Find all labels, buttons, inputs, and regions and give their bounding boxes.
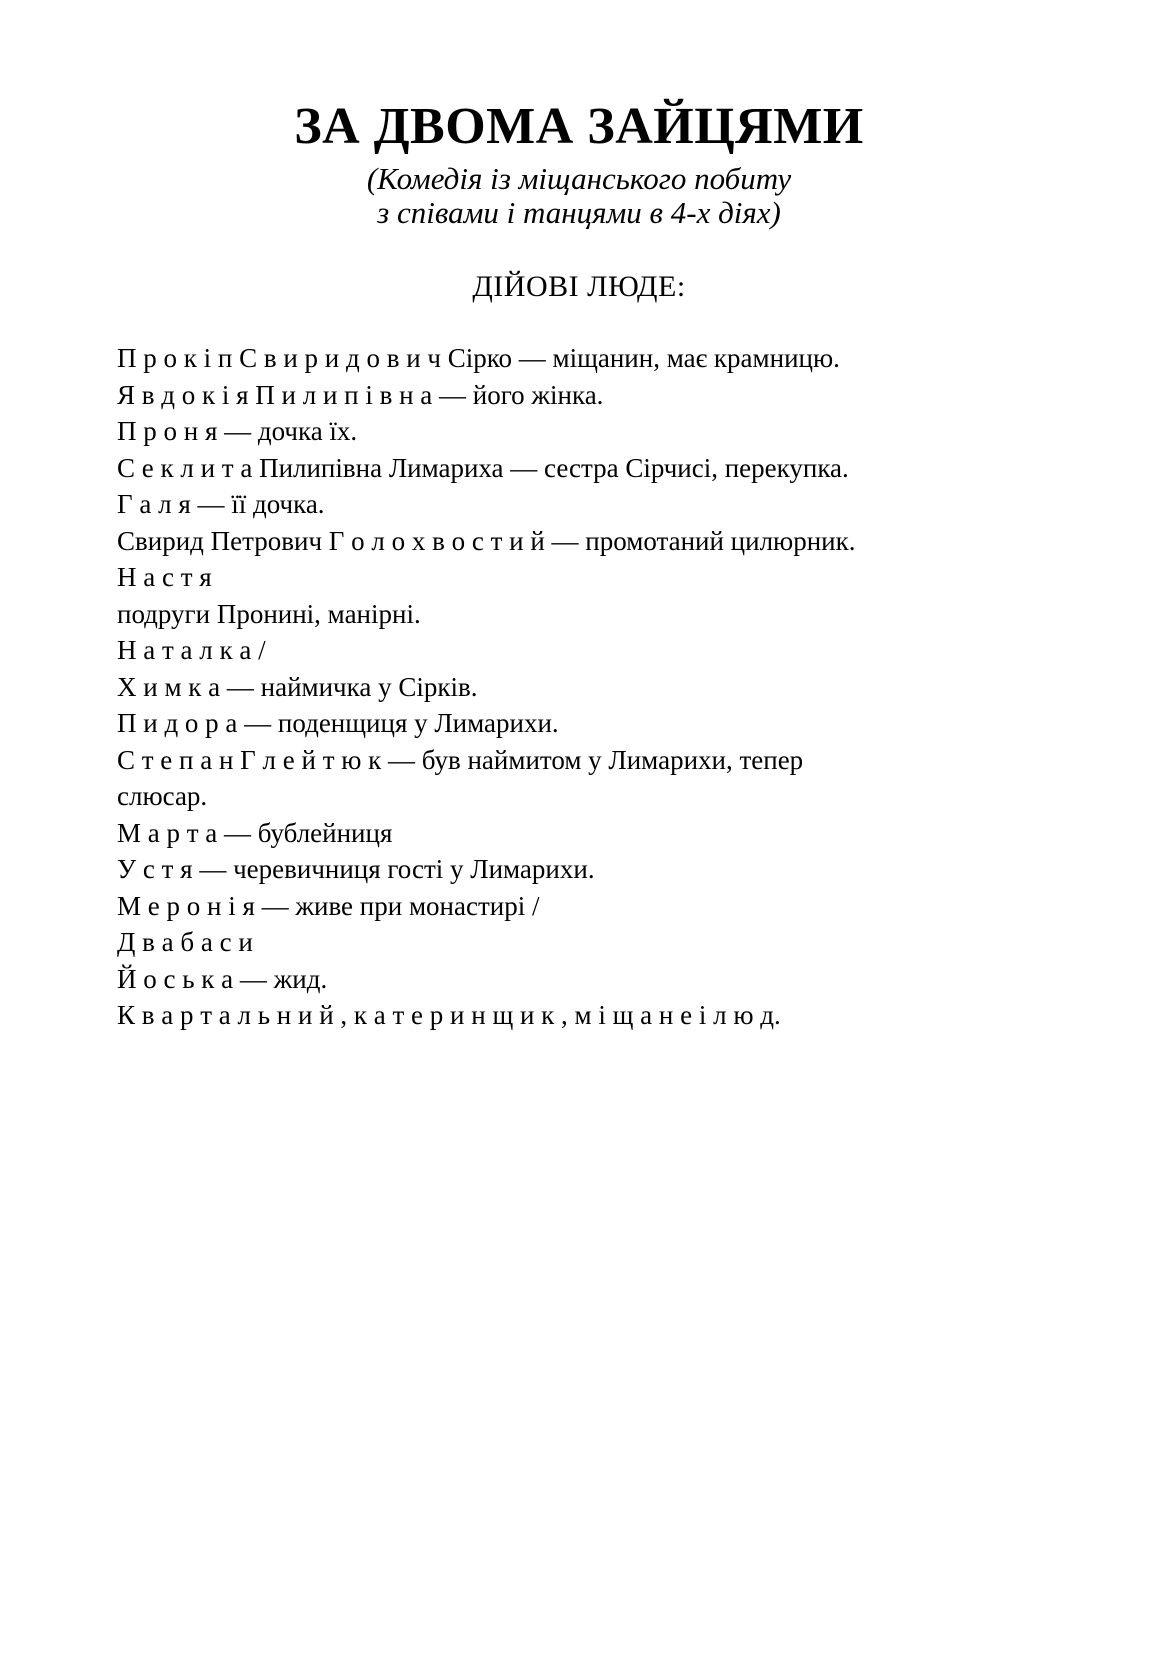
- cast-line: Г а л я — її дочка.: [117, 489, 325, 520]
- play-title: ЗА ДВОМА ЗАЙЦЯМИ: [294, 98, 864, 155]
- cast-line: подруги Пронині, манірні.: [117, 598, 421, 629]
- cast-line: П р о к і п С в и р и д о в и ч Сірко — міщанин, має крамницю.: [117, 343, 840, 374]
- cast-line: Й о с ь к а — жид.: [117, 963, 328, 994]
- cast-list: [117, 340, 1058, 1034]
- cast-line: Я в д о к і я П и л и п і в н а — його жінка.: [117, 379, 604, 410]
- cast-line: слюсар.: [117, 781, 208, 812]
- cast-line: П и д о р а — поденщиця у Лимарихи.: [117, 708, 559, 739]
- cast-heading: ДІЙОВІ ЛЮДЕ:: [472, 270, 686, 304]
- cast-line: М е р о н і я — живе при монастирі /: [117, 890, 540, 921]
- cast-line: К в а р т а л ь н и й , к а т е р и н щ и к , м і щ а н е і л ю д.: [117, 1000, 781, 1031]
- cast-line: С т е п а н Г л е й т ю к — був наймитом у Лимарихи, тепер: [117, 744, 804, 775]
- cast-line: С е к л и т а Пилипівна Лимариха — сестра Сірчисі, перекупка.: [117, 452, 849, 483]
- cast-line: Д в а б а с и: [117, 927, 253, 958]
- cast-line: Свирид Петрович Г о л о х в о с т и й — промотаний цилюрник.: [117, 525, 856, 556]
- cast-line: У с т я — черевичниця гості у Лимарихи.: [117, 854, 595, 885]
- subtitle-line-2: з співами і танцями в 4-х діях): [377, 195, 781, 231]
- cast-line: М а р т а — бублейниця: [117, 817, 393, 848]
- cast-line: Н а т а л к а /: [117, 635, 266, 666]
- play-subtitle: [0, 162, 1158, 230]
- subtitle-line-1: (Комедія із міщанського побиту: [366, 161, 792, 197]
- cast-line: Х и м к а — наймичка у Сірків.: [117, 671, 478, 702]
- cast-line: П р о н я — дочка їх.: [117, 416, 358, 447]
- cast-line: Н а с т я: [117, 562, 212, 593]
